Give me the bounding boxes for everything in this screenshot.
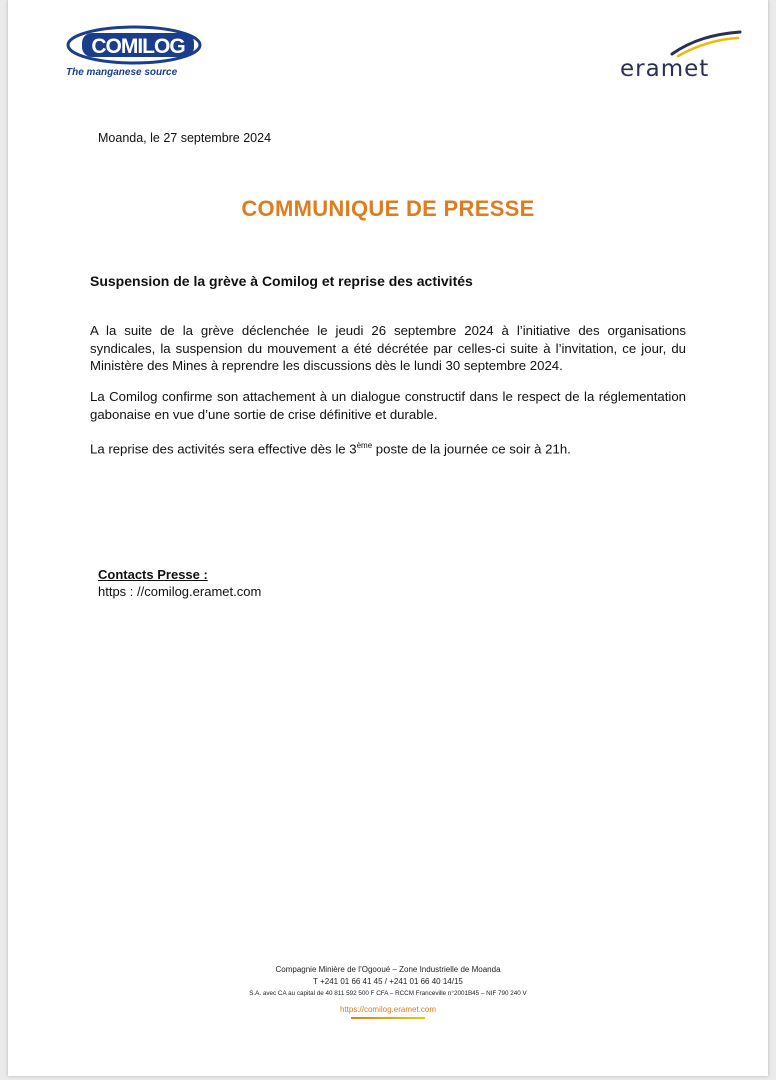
eramet-wordmark: eramet bbox=[620, 56, 710, 82]
footer-company: Compagnie Minière de l’Ogooué – Zone Industrielle de Moanda bbox=[275, 965, 501, 974]
date-line: Moanda, le 27 septembre 2024 bbox=[98, 131, 272, 145]
paragraph-3-end: poste de la journée ce soir à 21h. bbox=[372, 441, 571, 457]
comilog-logo-text: COMILOG bbox=[91, 35, 185, 58]
press-release-subtitle: Suspension de la grève à Comilog et reprise des activités bbox=[90, 273, 473, 289]
contacts-label: Contacts Presse : bbox=[98, 567, 208, 582]
eramet-swoosh-icon bbox=[614, 28, 744, 58]
paragraph-3-start: La reprise des activités sera effective dès le 3 bbox=[90, 441, 357, 457]
contacts-url: https : //comilog.eramet.com bbox=[98, 584, 262, 599]
paragraph-2: La Comilog confirme son attachement à un dialogue constructif dans le respect de la réglementation gabonaise en vue d’une sortie de crise définitive et durable. bbox=[90, 389, 686, 422]
paragraph-1: A la suite de la grève déclenchée le jeudi 26 septembre 2024 à l’initiative des organisations syndicales, la suspension du mouvement a été décrétée par celles-ci suite à l’invitation, ce jour, du Ministère des Mines à reprendre les discussions dès le lundi 30 septembre 2024. bbox=[90, 323, 686, 373]
page-title: COMMUNIQUE DE PRESSE bbox=[241, 196, 535, 221]
footer-rule bbox=[351, 1017, 425, 1019]
document-page bbox=[8, 0, 768, 1076]
comilog-logo-mark bbox=[66, 24, 206, 66]
comilog-logo bbox=[66, 24, 206, 84]
comilog-tagline: The manganese source bbox=[66, 67, 178, 78]
eramet-logo bbox=[614, 28, 744, 84]
footer bbox=[8, 964, 768, 1019]
footer-website: https://comilog.eramet.com bbox=[339, 1005, 437, 1014]
footer-legal: S.A. avec CA au capital de 40 811 592 500 F CFA – RCCM Franceville n°2001B45 – NIF 790 240 V bbox=[249, 990, 527, 997]
paragraph-3-superscript: ème bbox=[356, 441, 373, 450]
paragraph-3 bbox=[90, 437, 686, 458]
footer-phones: T +241 01 66 41 45 / +241 01 66 40 14/15 bbox=[313, 977, 463, 986]
